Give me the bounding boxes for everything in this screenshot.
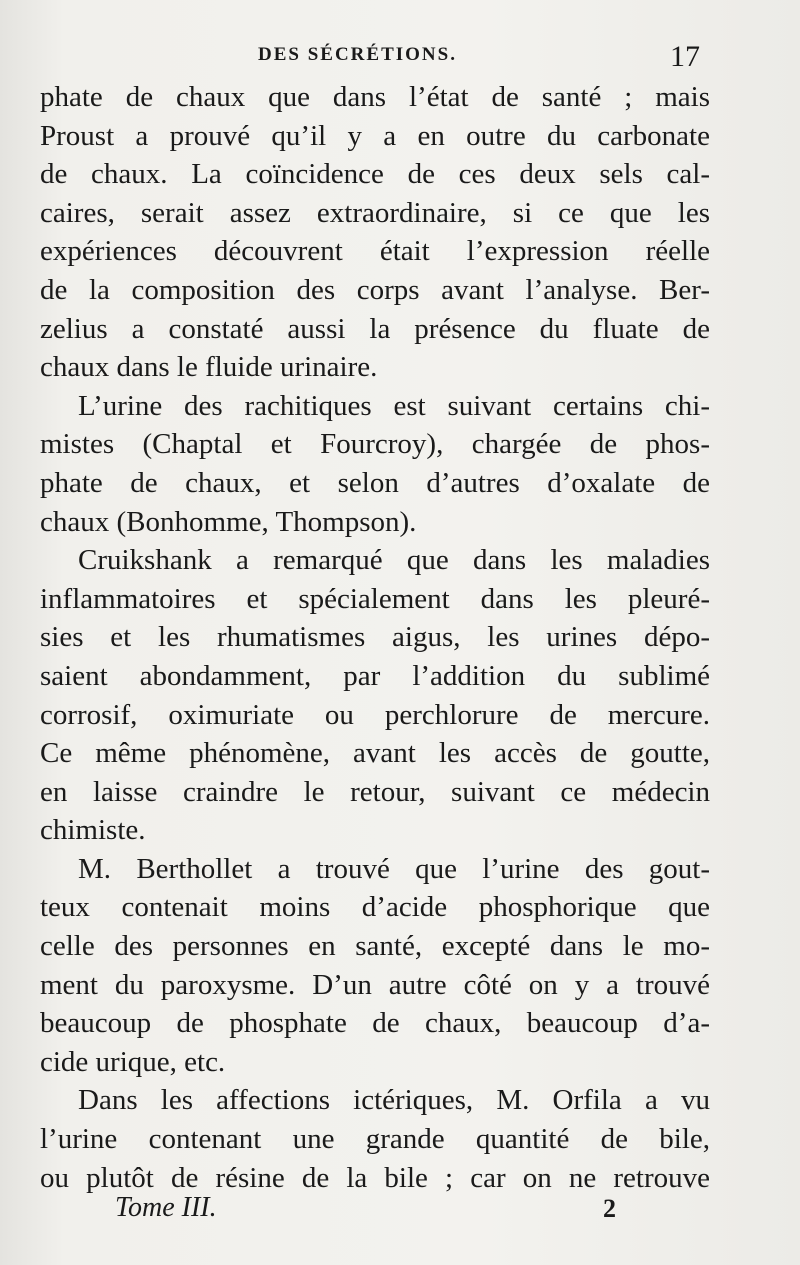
page-number: 17: [670, 40, 700, 73]
text-line: ou plutôt de résine de la bile ; car on ne retrouve: [40, 1161, 710, 1194]
text-line: cide urique, etc.: [40, 1045, 226, 1078]
text-line: Cruikshank a remarqué que dans les maladies: [78, 544, 710, 577]
text-line: M. Berthollet a trouvé que l’urine des gout-: [78, 852, 710, 885]
text-line: de chaux. La coïncidence de ces deux sels cal-: [40, 158, 710, 191]
text-line: sies et les rhumatismes aigus, les urines dépo-: [40, 621, 710, 654]
text-line: expériences découvrent était l’expression réelle: [40, 235, 710, 268]
signature-mark: Tome III.: [115, 1192, 217, 1223]
text-line: de la composition des corps avant l’analyse. Ber-: [40, 273, 710, 306]
text-line: beaucoup de phosphate de chaux, beaucoup d’a-: [40, 1007, 710, 1040]
page-header: [0, 40, 800, 80]
text-line: caires, serait assez extraordinaire, si ce que les: [40, 196, 710, 229]
text-line: Dans les affections ictériques, M. Orfila a vu: [78, 1084, 710, 1117]
text-line: celle des personnes en santé, excepté dans le mo-: [40, 930, 710, 963]
page-footer: [0, 1192, 800, 1232]
text-line: Ce même phénomène, avant les accès de goutte,: [40, 737, 710, 770]
text-line: L’urine des rachitiques est suivant certains chi-: [78, 389, 710, 422]
text-line: en laisse craindre le retour, suivant ce médecin: [40, 775, 710, 808]
text-line: ment du paroxysme. D’un autre côté on y a trouvé: [40, 968, 710, 1001]
text-line: Proust a prouvé qu’il y a en outre du carbonate: [40, 119, 710, 152]
running-title: DES SÉCRÉTIONS.: [258, 44, 457, 65]
body-text: [40, 78, 710, 1197]
text-line: phate de chaux, et selon d’autres d’oxalate de: [40, 466, 710, 499]
text-line: teux contenait moins d’acide phosphorique que: [40, 891, 710, 924]
text-line: phate de chaux que dans l’état de santé ; mais: [40, 81, 710, 113]
text-line: saient abondamment, par l’addition du sublimé: [40, 659, 710, 692]
text-line: chaux dans le fluide urinaire.: [40, 351, 378, 384]
text-line: zelius a constaté aussi la présence du fluate de: [40, 312, 710, 345]
signature-number: 2: [603, 1194, 616, 1223]
text-line: corrosif, oximuriate ou perchlorure de mercure.: [40, 698, 710, 731]
text-line: chimiste.: [40, 814, 146, 847]
text-line: mistes (Chaptal et Fourcroy), chargée de phos-: [40, 428, 710, 461]
text-line: chaux (Bonhomme, Thompson).: [40, 505, 417, 538]
text-line: l’urine contenant une grande quantité de bile,: [40, 1123, 710, 1156]
text-line: inflammatoires et spécialement dans les pleuré-: [40, 582, 710, 615]
